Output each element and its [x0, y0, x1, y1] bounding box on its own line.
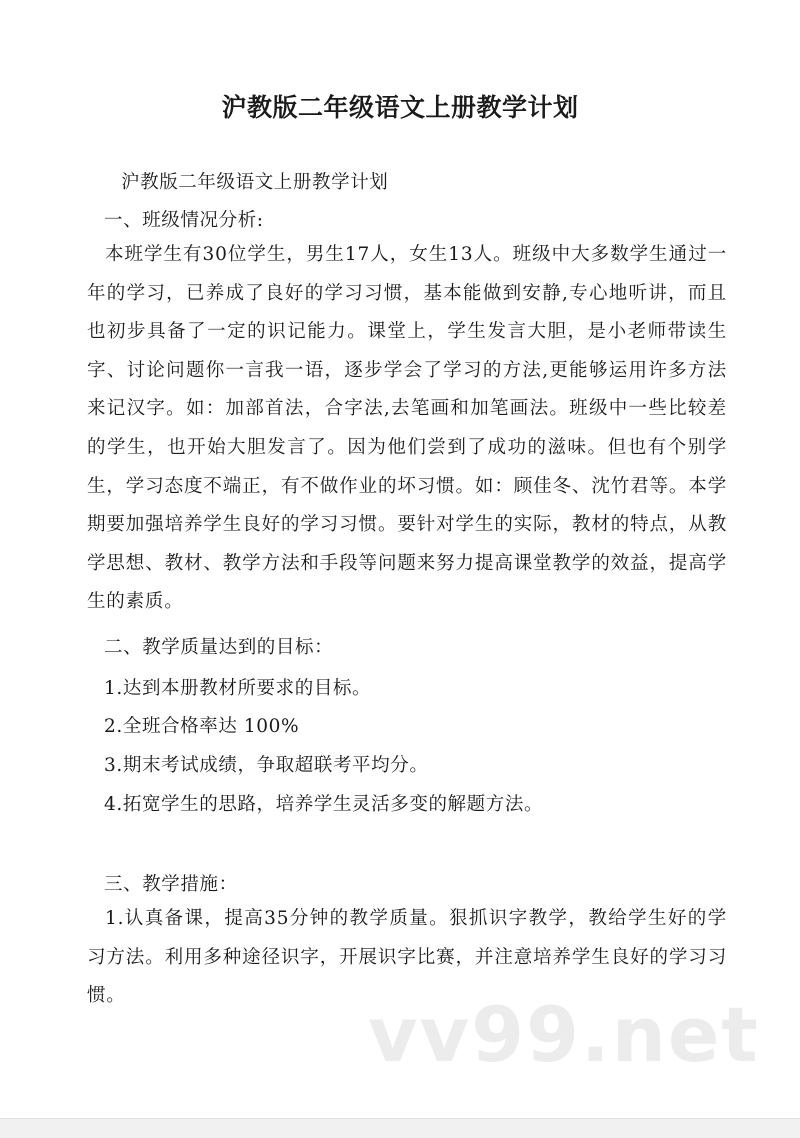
section3-heading: 三、教学措施： — [104, 874, 238, 895]
goal-item: 2.全班合格率达 100% — [104, 716, 300, 737]
document-subtitle: 沪教版二年级语文上册教学计划 — [121, 172, 389, 193]
goal-item: 3.期末考试成绩，争取超联考平均分。 — [104, 755, 429, 776]
goal-item: 1.达到本册教材所要求的目标。 — [104, 678, 372, 699]
document-title: 沪教版二年级语文上册教学计划 — [221, 93, 579, 122]
section1-paragraph: 本班学生有30位学生，男生17人，女生13人。班级中大多数学生通过一年的学习，已养成了良好的学习习惯，基本能做到安静,专心地听讲，而且也初步具备了一定的识记能力。课堂上，学生发言大胆，是小老师带读生字、讨论问题你一言我一语，逐步学会了学习的方法,更能够运用许多方法来记汉字。如：加部首法，合字法,去笔画和加笔画法。班级中一些比较差的学生，也开始大胆发言了。因为他们尝到了成功的滋味。但也有个别学生，学习态度不端正，有不做作业的坏习惯。如：顾佳冬、沈竹君等。本学期要加强培养学生良好的学习习惯。要针对学生的实际，教材的特点，从教学思想、教材、教学方法和手段等问题来努力提高课堂教学的效益，提高学生的素质。 — [87, 244, 727, 613]
section1-heading: 一、班级情况分析: — [104, 210, 264, 231]
section2-heading: 二、教学质量达到的目标： — [104, 637, 334, 658]
goal-item: 4.拓宽学生的思路，培养学生灵活多变的解题方法。 — [104, 794, 544, 815]
watermark-text: vv99.net — [368, 990, 760, 1079]
section3-paragraph: 1.认真备课，提高35分钟的教学质量。狠抓识字教学，教给学生好的学习方法。利用多种途径识字，开展识字比赛，并注意培养学生良好的学习习惯。 — [87, 908, 727, 1007]
page-bottom-edge — [0, 1118, 800, 1138]
